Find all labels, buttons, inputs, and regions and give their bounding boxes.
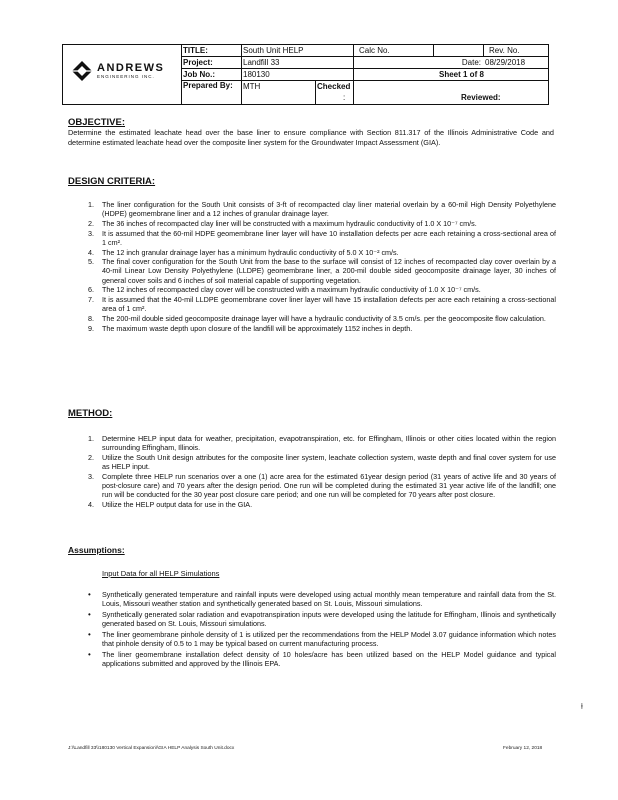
calc-no-label: Calc No. bbox=[359, 46, 390, 55]
andrews-logo-icon bbox=[71, 60, 93, 82]
date-value: 08/29/2018 bbox=[485, 58, 526, 67]
title-label: TITLE: bbox=[183, 46, 208, 55]
reviewed-label: Reviewed: bbox=[461, 93, 501, 102]
list-item: 3. Complete three HELP run scenarios over a one (1) acre area for the estimated 61year design period (31 years of active life and 30 years of post-closure care) and 70 years after the design period. One run will be completed during the estimated 31 year active life of the landfill; one run will be conducted for the 30 year post closure care period; and one run will be completed for 70 years after post closure. bbox=[88, 471, 556, 500]
list-item: 4. Utilize the HELP output data for use in the GIA. bbox=[88, 499, 253, 509]
assumptions-heading: Assumptions: bbox=[68, 545, 125, 555]
job-no-value: 180130 bbox=[243, 70, 270, 79]
assumptions-subheading: Input Data for all HELP Simulations bbox=[102, 569, 220, 578]
method-heading: METHOD: bbox=[68, 408, 113, 419]
list-item: 5. The final cover configuration for the South Unit from the base to the surface will consist of 12 inches of recompacted clay cover overlain by a 40-mil Linear Low Density Polyethylene (LLDPE) geomembrane liner, a 200-mil double sided geocomposite drainage layer, 30 inches of general cover soils and 6 inches of soil material capable of supporting vegetation. bbox=[88, 257, 556, 285]
date-label: Date: bbox=[461, 58, 481, 67]
list-item: 1. Determine HELP input data for weather, precipitation, evapotranspiration, etc. for Effingham, Illinois or other cities located within the region surrounding Effingham, Illinois. bbox=[88, 434, 556, 453]
checked-label: Checked bbox=[317, 82, 351, 91]
prepared-by-value: MTH bbox=[243, 82, 261, 91]
assumptions-list bbox=[70, 590, 556, 670]
list-item: • Synthetically generated temperature and rainfall inputs were developed using actual monthly mean temperature and rainfall data from the St. Louis, Missouri weather station and synthetically generated based on St. Louis, Missouri simulations. bbox=[88, 590, 556, 609]
prepared-by-label: Prepared By: bbox=[183, 81, 233, 90]
title-value: South Unit HELP bbox=[243, 46, 304, 55]
list-item: 2. Utilize the South Unit design attributes for the composite liner system, leachate collection system, waste depth and final cover system for use as HELP input. bbox=[88, 452, 556, 472]
footer-file-path: J:\\Landfill 33\\180130 Vertical Expansion\\GIA HELP Analysis South Unit.docx bbox=[68, 746, 235, 751]
list-item: 1. The liner configuration for the South Unit consists of 3-ft of recompacted clay liner material overlain by a 60-mil High Density Polyethylene (HDPE) geomembrane liner and a 12 inches of granular drainage layer. bbox=[88, 200, 556, 219]
company-name: ANDREWS bbox=[97, 62, 165, 74]
objective-text: Determine the estimated leachate head over the base liner to ensure compliance with Section 811.317 of the Illinois Administrative Code and determine estimated leachate head over the composite liner system for the Groundwater Impact Assessment (GIA). bbox=[68, 128, 554, 147]
company-subtitle: ENGINEERING INC. bbox=[97, 74, 155, 79]
list-item: 7. It is assumed that the 40-mil LLDPE geomembrane cover liner layer will have 15 installation defects per acre each retaining a cross-sectional area of 1 cm². bbox=[88, 295, 556, 314]
rev-no-label: Rev. No. bbox=[489, 46, 520, 55]
checked-value: : bbox=[343, 93, 346, 102]
job-no-label: Job No.: bbox=[183, 70, 215, 79]
margin-mark: ⱡ bbox=[581, 702, 583, 711]
list-item: 8. The 200-mil double sided geocomposite drainage layer will have a hydraulic conductivity of 3.5 cm/s. per the geocomposite flow calculation. bbox=[88, 313, 546, 323]
project-value: Landfill 33 bbox=[243, 58, 280, 67]
footer-date: February 12, 2018 bbox=[503, 746, 543, 751]
list-item: • The liner geomembrane pinhole density of 1 is utilized per the recommendations from the HELP Model 3.07 guidance information which notes that pinhole density of 0.5 to 1 may be typical based on current manufacturing process. bbox=[88, 629, 556, 649]
list-item: 2. The 36 inches of recompacted clay liner will be constructed with a maximum hydraulic conductivity of 1.0 X 10⁻⁷ cm/s. bbox=[88, 218, 477, 228]
company-logo bbox=[63, 45, 182, 104]
list-item: • The liner geomembrane installation defect density of 10 holes/acre has been utilized based on the HELP Model guidance and typical applications submitted and approved by the Illinois EPA. bbox=[88, 649, 556, 668]
list-item: 6. The 12 inches of recompacted clay cover will be constructed with a maximum hydraulic conductivity of 1.0 X 10⁻⁷ cm/s. bbox=[88, 285, 481, 295]
list-item: 9. The maximum waste depth upon closure of the landfill will be approximately 1152 inches in depth. bbox=[88, 323, 413, 333]
design-criteria-heading: DESIGN CRITERIA: bbox=[68, 176, 156, 187]
title-block bbox=[62, 44, 549, 105]
objective-heading: OBJECTIVE: bbox=[68, 117, 126, 128]
method-list bbox=[70, 434, 556, 510]
design-criteria-list bbox=[70, 200, 556, 333]
list-item: 4. The 12 inch granular drainage layer has a minimum hydraulic conductivity of 5.0 X 10⁻² cm/s. bbox=[88, 247, 399, 257]
sheet-count: Sheet 1 of 8 bbox=[439, 70, 484, 79]
list-item: 3. It is assumed that the 60-mil HDPE geomembrane liner layer will have 10 installation defects per acre each retaining a cross-sectional area of 1 cm². bbox=[88, 228, 556, 247]
project-label: Project: bbox=[183, 58, 213, 67]
list-item: • Synthetically generated solar radiation and evapotranspiration inputs were developed using the latitude for Effingham, Illinois and synthetically generated based on St. Louis, Missouri simulations. bbox=[88, 609, 556, 629]
